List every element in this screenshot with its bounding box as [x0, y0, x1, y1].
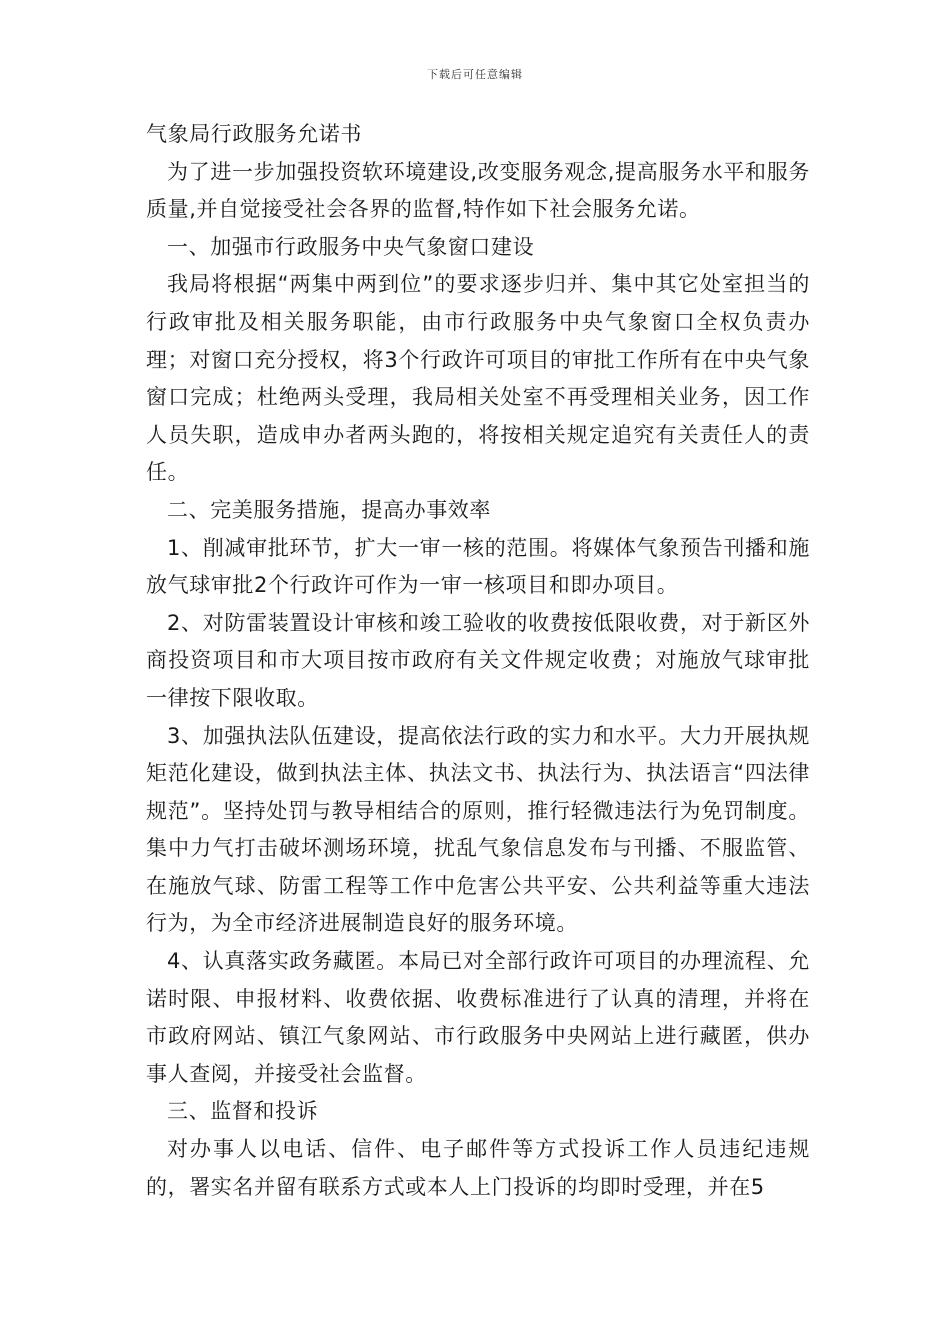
- measure-item-3: 3、加强执法队伍建设，提高依法行政的实力和水平。大力开展执规矩范化建设，做到执法主体、执法文书、执法行为、执法语言“四法律规范”。坚持处罚与教导相结合的原则，推行轻微违法行为免罚制度。集中力气打击破坏测场环境，扰乱气象信息发布与刊播、不服监管、在施放气球、防雷工程等工作中危害公共平安、公共利益等重大违法行为，为全市经济进展制造良好的服务环境。: [146, 723, 810, 936]
- section-3-paragraph: 对办事人以电话、信件、电子邮件等方式投诉工作人员违纪违规的，署实名并留有联系方式或本人上门投诉的均即时受理，并在5: [146, 1137, 810, 1199]
- section-1-paragraph: 我局将根据“两集中两到位”的要求逐步归并、集中其它处室担当的行政审批及相关服务职能，由市行政服务中央气象窗口全权负责办理；对窗口充分授权，将3个行政许可项目的审批工作所有在中央气象窗口完成；杜绝两头受理，我局相关处室不再受理相关业务，因工作人员失职，造成申办者两头跑的，将按相关规定追究有关责任人的责任。: [146, 272, 810, 485]
- document-body: [146, 116, 810, 1206]
- measure-item-2: 2、对防雷装置设计审核和竣工验收的收费按低限收费，对于新区外商投资项目和市大项目按市政府有关文件规定收费；对施放气球审批一律按下限收取。: [146, 610, 810, 710]
- section-heading-2: 二、完美服务措施，提高办事效率: [167, 497, 491, 522]
- section-heading-3: 三、监督和投诉: [167, 1099, 319, 1124]
- measure-item-4: 4、认真落实政务藏匿。本局已对全部行政许可项目的办理流程、允诺时限、申报材料、收费依据、收费标准进行了认真的清理，并将在市政府网站、镇江气象网站、市行政服务中央网站上进行藏匿，供办事人查阅，并接受社会监督。: [146, 949, 810, 1086]
- download-note: 下载后可任意编辑: [427, 68, 523, 81]
- measure-item-1: 1、削减审批环节，扩大一审一核的范围。将媒体气象预告刊播和施放气球审批2个行政许可作为一审一核项目和即办项目。: [146, 535, 810, 598]
- document-title: 气象局行政服务允诺书: [146, 122, 362, 146]
- intro-paragraph: 为了进一步加强投资软环境建设,改变服务观念,提高服务水平和服务质量,并自觉接受社会各界的监督,特作如下社会服务允诺。: [146, 159, 810, 222]
- section-heading-1: 一、加强市行政服务中央气象窗口建设: [167, 234, 535, 259]
